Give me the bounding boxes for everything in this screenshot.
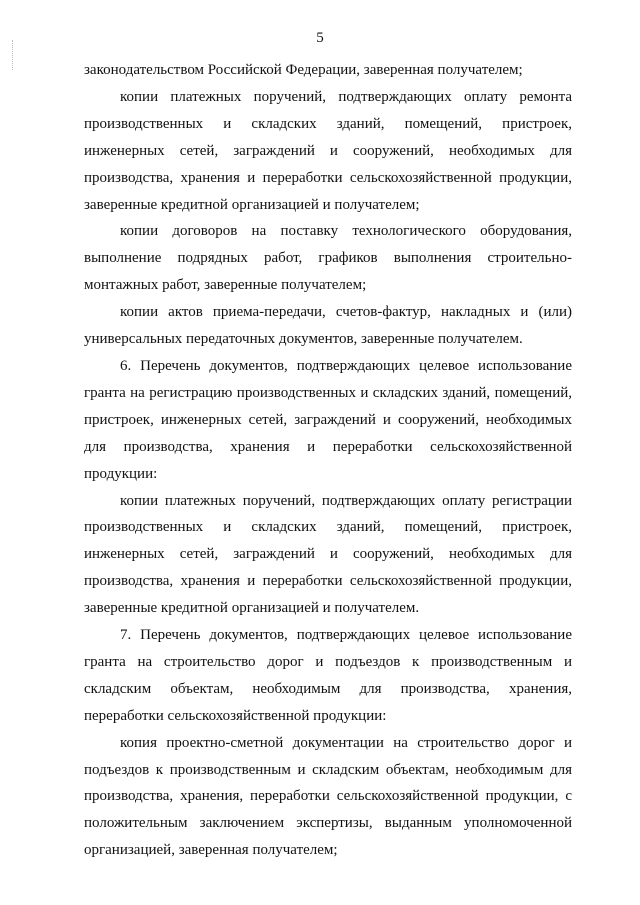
paragraph-equipment-contracts: копии договоров на поставку технологического оборудования, выполнение подрядных работ, графиков выполнения строительно-монтажных работ, заверенные получателем; (84, 223, 572, 294)
page-number: 5 (316, 30, 324, 46)
paragraph-design-documentation: копия проектно-сметной документации на строительство дорог и подъездов к производственным и складским объектам, необходимым для производства, хранения, переработки сельскохозяйственной продукции, с положительным заключением экспертизы, выданным уполномоченной организацией, заверенная получателем; (84, 734, 572, 859)
paragraph-section-7: 7. Перечень документов, подтверждающих целевое использование гранта на строительство дорог и подъездов к производственным и складским объектам, необходимым для производства, хранения, переработки сельскохозяйственной продукции: (84, 627, 572, 724)
document-body (84, 57, 572, 864)
paragraph-payment-orders-repair: копии платежных поручений, подтверждающих оплату ремонта производственных и складских зданий, помещений, пристроек, инженерных сетей, заграждений и сооружений, необходимых для производства, хранения и переработки сельскохозяйственной продукции, заверенные кредитной организацией и получателем; (84, 88, 572, 213)
paragraph-section-6: 6. Перечень документов, подтверждающих целевое использование гранта на регистрацию производственных и складских зданий, помещений, пристроек, инженерных сетей, заграждений и сооружений, необходимых для производства, хранения и переработки сельскохозяйственной продукции: (84, 357, 572, 482)
paragraph-transfer-acts: копии актов приема-передачи, счетов-фактур, накладных и (или) универсальных передаточных документов, заверенные получателем. (84, 304, 572, 348)
paragraph-legislation-tail: законодательством Российской Федерации, заверенная получателем; (84, 62, 523, 78)
paragraph-payment-orders-registration: копии платежных поручений, подтверждающих оплату регистрации производственных и складских зданий, помещений, пристроек, инженерных сетей, заграждений и сооружений, необходимых для производства, хранения и переработки сельскохозяйственной продукции, заверенные кредитной организацией и получателем. (84, 492, 572, 617)
